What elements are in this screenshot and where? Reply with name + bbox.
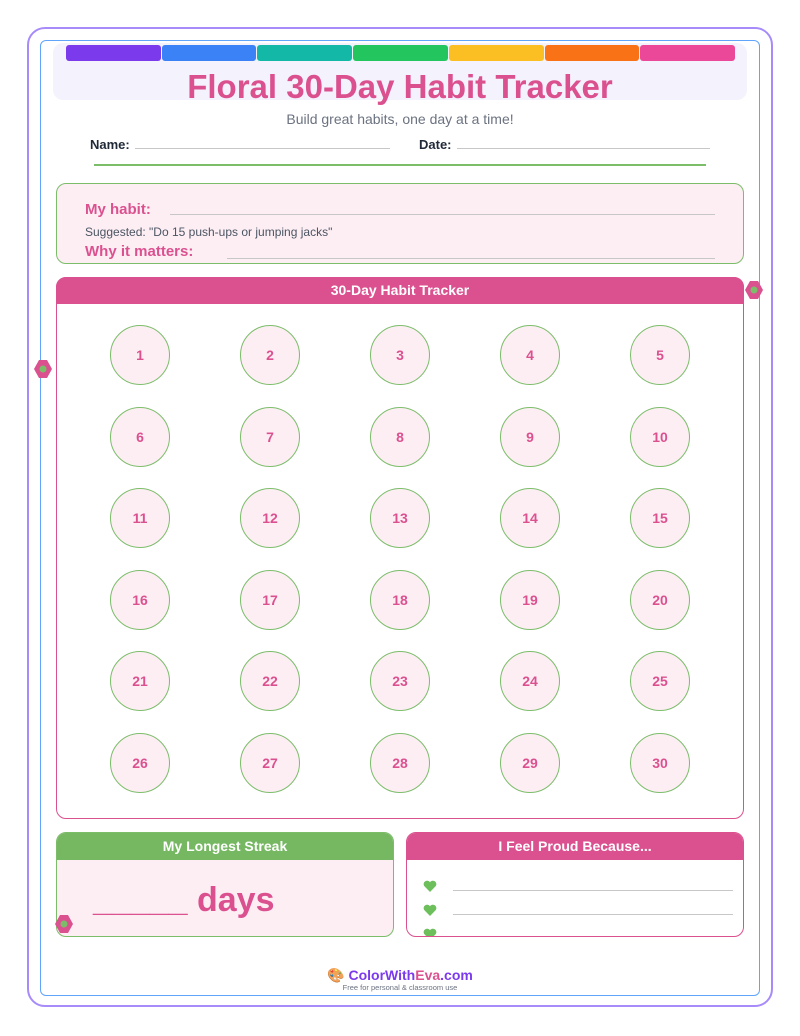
day-circle[interactable]: 23	[370, 651, 430, 711]
name-field[interactable]	[135, 148, 390, 149]
date-field[interactable]	[457, 148, 710, 149]
tracker-title: 30-Day Habit Tracker	[56, 277, 744, 304]
day-circle[interactable]: 6	[110, 407, 170, 467]
day-circle[interactable]: 28	[370, 733, 430, 793]
divider	[94, 164, 706, 166]
rainbow-segment	[257, 45, 352, 61]
day-circle[interactable]: 15	[630, 488, 690, 548]
day-circle[interactable]: 16	[110, 570, 170, 630]
heart-icon	[423, 904, 437, 917]
day-circle[interactable]: 13	[370, 488, 430, 548]
proud-line[interactable]	[423, 928, 733, 937]
day-circle[interactable]: 9	[500, 407, 560, 467]
brand-logo[interactable]	[0, 967, 800, 984]
day-circle[interactable]: 26	[110, 733, 170, 793]
rainbow-strip	[66, 45, 736, 61]
proud-line[interactable]	[423, 904, 733, 918]
day-circle[interactable]: 3	[370, 325, 430, 385]
proud-line[interactable]	[423, 880, 733, 894]
day-circle[interactable]: 1	[110, 325, 170, 385]
longest-streak-title: My Longest Streak	[57, 833, 393, 860]
date-label: Date:	[419, 137, 452, 152]
name-label: Name:	[90, 137, 130, 152]
proud-panel	[406, 832, 744, 937]
day-circle[interactable]: 27	[240, 733, 300, 793]
day-circle[interactable]: 30	[630, 733, 690, 793]
rainbow-segment	[640, 45, 735, 61]
day-circle[interactable]: 2	[240, 325, 300, 385]
page-title: Floral 30-Day Habit Tracker	[187, 68, 613, 105]
my-habit-field[interactable]	[170, 214, 715, 215]
why-it-matters-label: Why it matters:	[85, 243, 194, 260]
footer-tagline: Free for personal & classroom use	[342, 983, 458, 992]
day-circle[interactable]: 24	[500, 651, 560, 711]
day-circle[interactable]: 8	[370, 407, 430, 467]
rainbow-segment	[66, 45, 161, 61]
rainbow-segment	[449, 45, 544, 61]
day-circle[interactable]: 22	[240, 651, 300, 711]
day-circle[interactable]: 5	[630, 325, 690, 385]
rainbow-segment	[162, 45, 257, 61]
day-circle[interactable]: 20	[630, 570, 690, 630]
day-circle[interactable]: 17	[240, 570, 300, 630]
flower-icon	[33, 359, 53, 379]
brand-part: .com	[440, 967, 473, 983]
day-circle[interactable]: 14	[500, 488, 560, 548]
day-circle[interactable]: 10	[630, 407, 690, 467]
palette-icon: 🎨	[327, 967, 345, 983]
day-circle[interactable]: 21	[110, 651, 170, 711]
streak-days-field[interactable]: _____ days	[93, 881, 275, 919]
brand-part: ColorWith	[348, 967, 416, 983]
day-circle[interactable]: 7	[240, 407, 300, 467]
heart-icon	[423, 880, 437, 893]
why-it-matters-field[interactable]	[227, 258, 715, 259]
day-circle[interactable]: 19	[500, 570, 560, 630]
my-habit-label: My habit:	[85, 201, 151, 218]
day-circle[interactable]: 4	[500, 325, 560, 385]
flower-icon	[744, 280, 764, 300]
proud-title: I Feel Proud Because...	[407, 833, 743, 860]
day-circle[interactable]: 18	[370, 570, 430, 630]
day-circle[interactable]: 29	[500, 733, 560, 793]
longest-streak-panel	[56, 832, 394, 937]
heart-icon	[423, 928, 437, 937]
rainbow-segment	[353, 45, 448, 61]
page-subtitle: Build great habits, one day at a time!	[286, 111, 514, 127]
rainbow-segment	[545, 45, 640, 61]
footer	[0, 967, 800, 992]
flower-icon	[54, 914, 74, 934]
day-circle[interactable]: 25	[630, 651, 690, 711]
day-circle[interactable]: 11	[110, 488, 170, 548]
brand-part: Eva	[415, 967, 441, 983]
habit-suggestion: Suggested: "Do 15 push-ups or jumping jacks"	[85, 225, 333, 239]
day-circle[interactable]: 12	[240, 488, 300, 548]
